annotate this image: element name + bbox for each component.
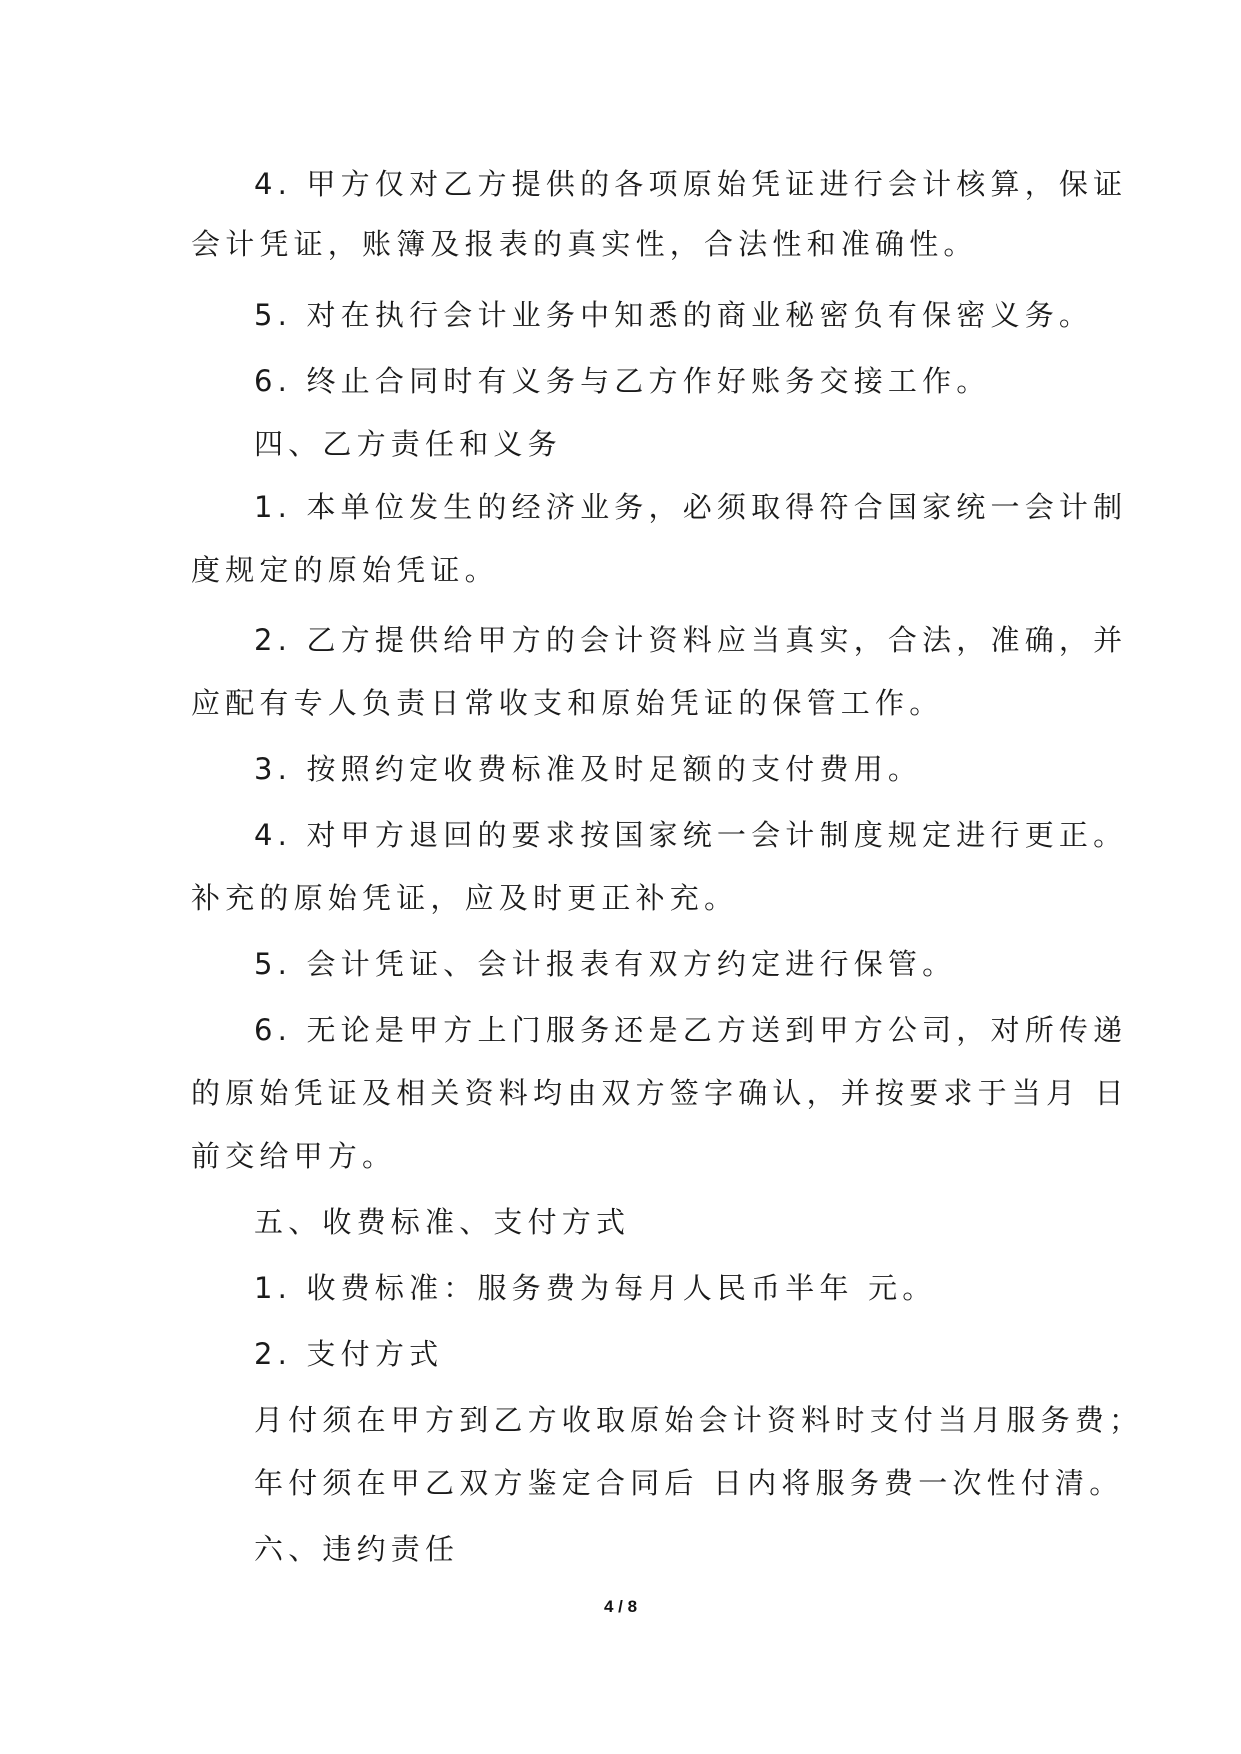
page-number: 4 / 8 xyxy=(603,1597,638,1616)
text-line: 2. 乙方提供给甲方的会计资料应当真实，合法，准确，并 xyxy=(254,623,1128,657)
text-line: 1. 本单位发生的经济业务，必须取得符合国家统一会计制 xyxy=(254,490,1128,524)
section-heading: 六、违约责任 xyxy=(254,1532,460,1566)
text-line: 月付须在甲方到乙方收取原始会计资料时支付当月服务费； xyxy=(254,1403,1144,1437)
text-line: 的原始凭证及相关资料均由双方签字确认，并按要求于当月 日 xyxy=(191,1076,1129,1110)
text-line: 4. 对甲方退回的要求按国家统一会计制度规定进行更正。 xyxy=(254,818,1128,852)
text-line: 4. 甲方仅对乙方提供的各项原始凭证进行会计核算，保证 xyxy=(254,167,1128,201)
text-line: 5. 对在执行会计业务中知悉的商业秘密负有保密义务。 xyxy=(254,298,1094,332)
text-line: 6. 终止合同时有义务与乙方作好账务交接工作。 xyxy=(254,364,991,398)
text-line: 应配有专人负责日常收支和原始凭证的保管工作。 xyxy=(191,686,944,720)
section-heading: 五、收费标准、支付方式 xyxy=(254,1205,631,1239)
text-line: 1. 收费标准：服务费为每月人民币半年 元。 xyxy=(254,1271,937,1305)
text-line: 度规定的原始凭证。 xyxy=(191,553,499,587)
text-line: 会计凭证，账簿及报表的真实性，合法性和准确性。 xyxy=(191,227,978,261)
text-line: 前交给甲方。 xyxy=(191,1139,397,1173)
text-line: 补充的原始凭证，应及时更正补充。 xyxy=(191,881,739,915)
text-line: 2. 支付方式 xyxy=(254,1337,444,1371)
text-line: 5. 会计凭证、会计报表有双方约定进行保管。 xyxy=(254,947,957,981)
text-line: 6. 无论是甲方上门服务还是乙方送到甲方公司，对所传递 xyxy=(254,1013,1128,1047)
text-line: 3. 按照约定收费标准及时足额的支付费用。 xyxy=(254,752,923,786)
text-line: 年付须在甲乙双方鉴定合同后 日内将服务费一次性付清。 xyxy=(254,1466,1124,1500)
section-heading: 四、乙方责任和义务 xyxy=(254,427,562,461)
